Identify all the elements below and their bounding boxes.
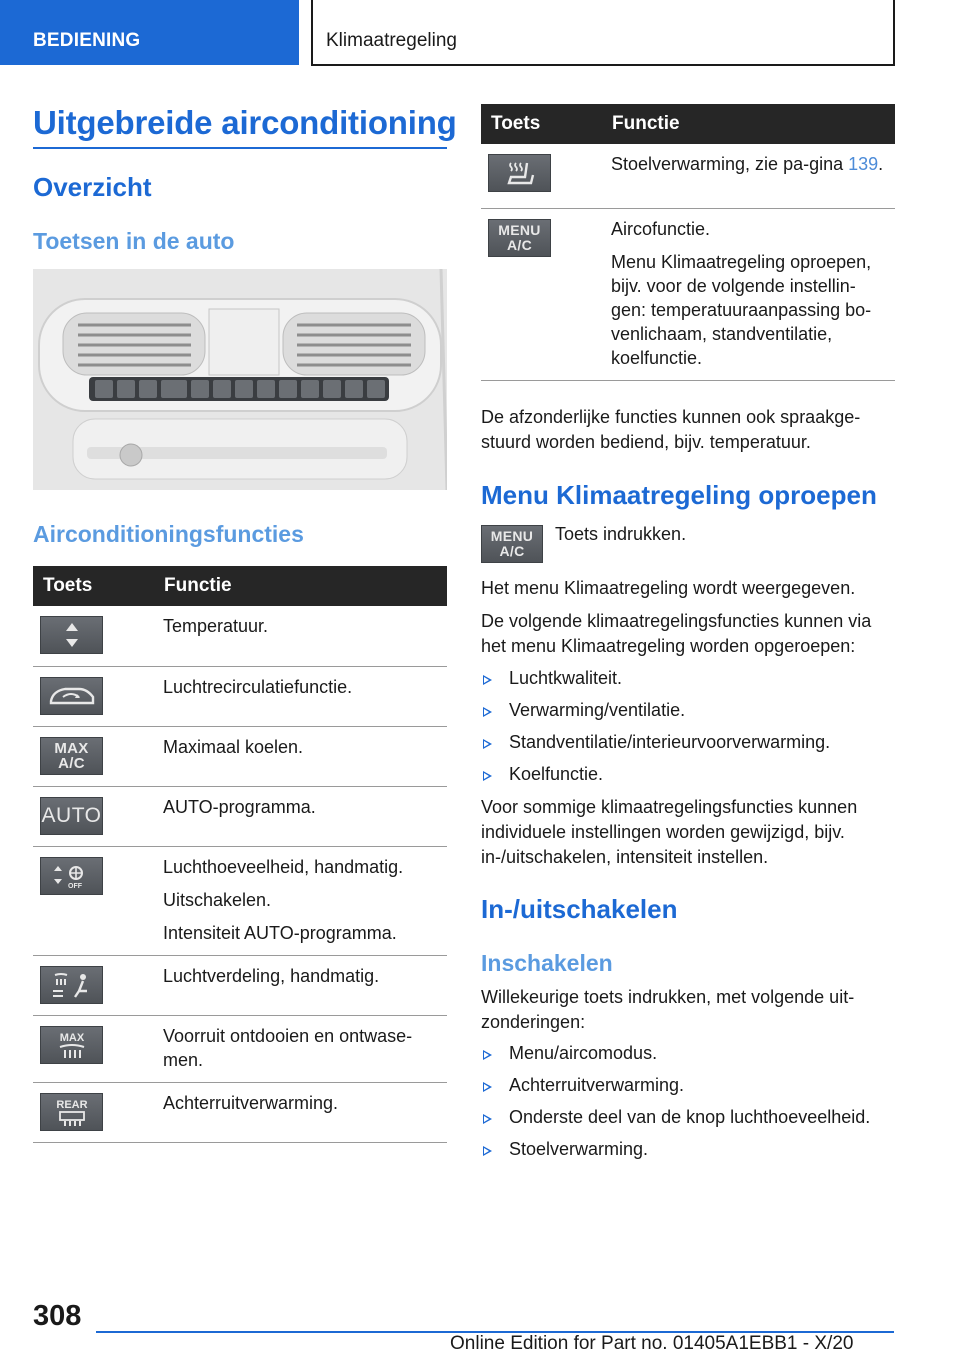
list-item: Koelfunctie. (481, 762, 895, 787)
table-row (33, 1015, 447, 1082)
function-text: Temperatuur. (163, 616, 269, 636)
list-item: Onderste deel van de knop luchthoeveelheid. (481, 1105, 895, 1130)
function-text: Uitschakelen. (163, 889, 272, 910)
header-chapter-box (311, 0, 895, 66)
list-item: Menu/aircomodus. (481, 1041, 895, 1066)
temperature-arrows-icon (40, 616, 103, 654)
function-text: Maximaal koelen. (163, 736, 304, 757)
list-item: Standventilatie/interieurvoorverwarming. (481, 730, 895, 755)
table-row (481, 208, 895, 380)
svg-text:REAR: REAR (55, 1098, 88, 1111)
menu-section-heading: Menu Klimaatregeling oproepen (481, 480, 877, 510)
menu-functions-list (481, 666, 895, 794)
function-text: Voorruit ontdooien en ontwase-men. (163, 1025, 413, 1070)
auto-icon: AUTO (40, 797, 103, 835)
seat-heating-icon (488, 154, 551, 192)
page-number: 308 (33, 1300, 82, 1332)
max-defrost-icon (40, 1026, 103, 1064)
svg-text:MAX: MAX (59, 1031, 84, 1044)
table-row (481, 144, 895, 208)
function-text: Luchthoeveelheid, handmatig. (163, 856, 404, 877)
list-item: Stoelverwarming. (481, 1137, 895, 1162)
table-row (33, 846, 447, 955)
switch-on-intro: Willekeurige toets indrukken, met volgende uit-zonderingen: (481, 987, 855, 1032)
dashboard-photo (33, 269, 447, 490)
switch-on-heading: Inschakelen (481, 950, 613, 976)
table-row (33, 606, 447, 666)
table-row (33, 726, 447, 786)
page-title: Uitgebreide airconditioning (33, 104, 457, 141)
table-row (33, 955, 447, 1015)
svg-text:OFF: OFF (67, 882, 82, 890)
footer-edition: Online Edition for Part no. 01405A1EBB1 - X/20 (450, 1333, 854, 1354)
title-underline (33, 147, 447, 149)
page-link[interactable]: 139 (848, 154, 879, 174)
menu-settings-note: Voor sommige klimaatregelingsfuncties kunnen individuele instellingen worden gewijzigd, bijv. in-/uitschakelen, intensiteit instellen. (481, 797, 858, 867)
header-section-label: BEDIENING (33, 30, 141, 51)
col-function-header: Functie (602, 104, 895, 144)
list-item: Achterruitverwarming. (481, 1073, 895, 1098)
dashboard-illustration (33, 269, 447, 490)
functions-heading: Airconditioningsfuncties (33, 521, 304, 547)
menu-intro-text: De volgende klimaatregelingsfuncties kunnen via het menu Klimaatregeling worden opgeroepen: (481, 611, 872, 656)
list-item: Luchtkwaliteit. (481, 666, 895, 691)
table-row (33, 1082, 447, 1142)
list-item: Verwarming/ventilatie. (481, 698, 895, 723)
function-text: AUTO-programma. (163, 796, 316, 817)
function-text: Luchtverdeling, handmatig. (163, 965, 380, 986)
recirculation-icon (40, 677, 103, 715)
onoff-heading: In-/uitschakelen (481, 894, 678, 924)
function-text: Aircofunctie. (611, 218, 711, 239)
table-row (33, 786, 447, 846)
functions-table (33, 566, 447, 1143)
press-key-instruction: Toets indrukken. (555, 524, 687, 544)
header-section-tab (0, 0, 299, 65)
col-function-header: Functie (154, 566, 447, 606)
function-text: Intensiteit AUTO-programma. (163, 922, 397, 943)
table-row (33, 666, 447, 726)
col-key-header: Toets (481, 104, 602, 144)
fan-off-icon (40, 857, 103, 895)
rear-defrost-icon (40, 1093, 103, 1131)
menu-ac-icon: MENU A/C (481, 525, 543, 563)
functions-table-continued (481, 104, 895, 381)
function-text: Menu Klimaatregeling oproepen, bijv. voor de volgende instellin-gen: temperatuuraanpassing bo-venlichaam, standventilatie, koelfunctie. (611, 251, 872, 368)
menu-shown-text: Het menu Klimaatregeling wordt weergegeven. (481, 578, 856, 598)
overview-heading: Overzicht (33, 172, 152, 202)
function-text: Achterruitverwarming. (163, 1092, 339, 1113)
voice-control-note: De afzonderlijke functies kunnen ook spraakge-stuurd worden bediend, bijv. temperatuur. (481, 407, 861, 452)
function-text: Stoelverwarming, zie pa-gina 139. (611, 154, 884, 174)
keys-in-car-heading: Toetsen in de auto (33, 228, 235, 254)
max-ac-icon: MAX A/C (40, 737, 103, 775)
exceptions-list (481, 1041, 895, 1169)
col-key-header: Toets (33, 566, 154, 606)
header-chapter-label: Klimaatregeling (326, 30, 457, 51)
menu-ac-icon: MENU A/C (488, 219, 551, 257)
air-distribution-icon (40, 966, 103, 1004)
function-text: Luchtrecirculatiefunctie. (163, 676, 353, 697)
